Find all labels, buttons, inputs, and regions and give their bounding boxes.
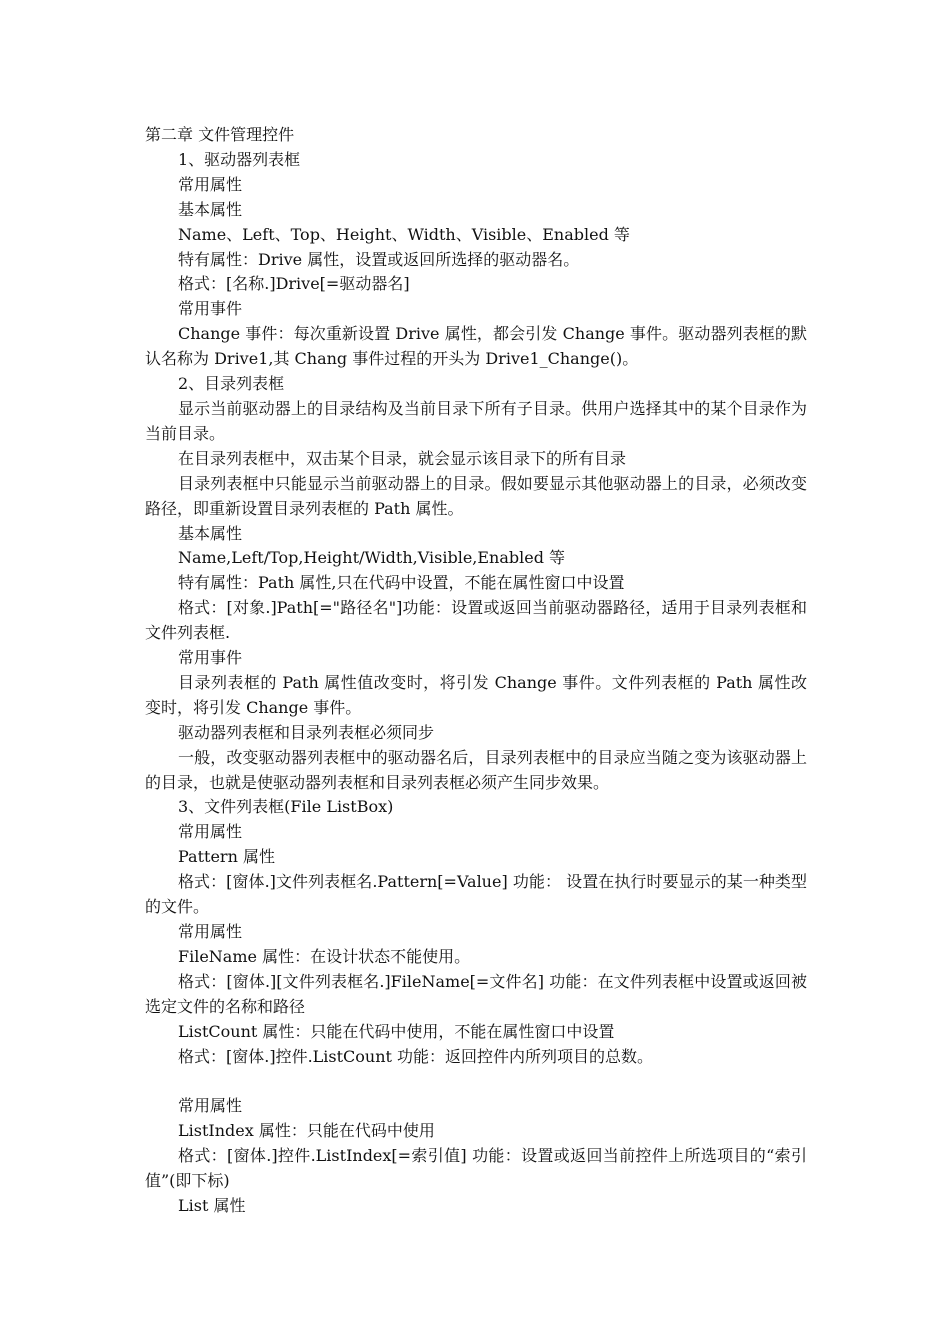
paragraph: 基本属性 <box>178 199 243 219</box>
paragraph: 驱动器列表框和目录列表框必须同步 <box>178 722 435 742</box>
paragraph: ListIndex 属性：只能在代码中使用 <box>178 1121 435 1141</box>
paragraph: FileName 属性：在设计状态不能使用。 <box>178 946 471 966</box>
paragraph: 格式：[对象.]Path[="路径名"]功能：设置或返回当前驱动器路径，适用于目录列表框和文件列表框. <box>145 598 807 643</box>
paragraph: 常用属性 <box>178 922 243 941</box>
paragraph: 目录列表框的 Path 属性值改变时，将引发 Change 事件。文件列表框的 Path 属性改变时，将引发 Change 事件。 <box>145 672 807 717</box>
paragraph: 目录列表框中只能显示当前驱动器上的目录。假如要显示其他驱动器上的目录，必须改变路径，即重新设置目录列表框的 Path 属性。 <box>145 473 807 518</box>
paragraph: 基本属性 <box>178 523 243 543</box>
section-heading-drive-listbox: 1、驱动器列表框 <box>178 149 301 169</box>
paragraph: Name、Left、Top、Height、Width、Visible、Enabled 等 <box>178 224 630 244</box>
section-heading-dir-listbox: 2、目录列表框 <box>178 374 285 394</box>
paragraph: 常用事件 <box>178 299 243 319</box>
paragraph: 一般，改变驱动器列表框中的驱动器名后，目录列表框中的目录应当随之变为该驱动器上的目录，也就是使驱动器列表框和目录列表框必须产生同步效果。 <box>145 747 807 792</box>
paragraph: Change 事件：每次重新设置 Drive 属性，都会引发 Change 事件。驱动器列表框的默认名称为 Drive1,其 Chang 事件过程的开头为 Drive1_Change()。 <box>145 324 807 369</box>
blank-line <box>145 1069 807 1094</box>
chapter-title: 第二章 文件管理控件 <box>145 125 295 144</box>
paragraph: 常用属性 <box>178 1096 243 1116</box>
paragraph: ListCount 属性：只能在代码中使用，不能在属性窗口中设置 <box>178 1021 615 1041</box>
section-heading-file-listbox: 3、文件列表框(File ListBox) <box>178 797 394 817</box>
paragraph: 格式：[窗体.]控件.ListCount 功能：返回控件内所列项目的总数。 <box>178 1046 654 1066</box>
paragraph: 格式：[窗体.][文件列表框名.]FileName[=文件名] 功能：在文件列表框中设置或返回被选定文件的名称和路径 <box>145 971 807 1016</box>
paragraph: 常用属性 <box>178 174 243 194</box>
paragraph: 特有属性：Drive 属性，设置或返回所选择的驱动器名。 <box>178 249 580 269</box>
paragraph: Pattern 属性 <box>178 847 275 867</box>
paragraph: 显示当前驱动器上的目录结构及当前目录下所有子目录。供用户选择其中的某个目录作为当前目录。 <box>145 398 807 443</box>
paragraph: 常用属性 <box>178 822 243 842</box>
paragraph: Name,Left/Top,Height/Width,Visible,Enabled 等 <box>178 548 566 568</box>
paragraph: 在目录列表框中，双击某个目录，就会显示该目录下的所有目录 <box>178 448 627 468</box>
paragraph: 格式：[窗体.]文件列表框名.Pattern[=Value] 功能： 设置在执行时要显示的某一种类型的文件。 <box>145 872 807 917</box>
paragraph: 格式：[名称.]Drive[=驱动器名] <box>178 274 410 294</box>
document-body <box>145 123 807 1219</box>
paragraph: 格式：[窗体.]控件.ListIndex[=索引值] 功能：设置或返回当前控件上所选项目的“索引值”(即下标) <box>145 1146 807 1191</box>
paragraph: 常用事件 <box>178 648 243 668</box>
paragraph: List 属性 <box>178 1195 246 1215</box>
paragraph: 特有属性：Path 属性,只在代码中设置，不能在属性窗口中设置 <box>178 573 625 593</box>
